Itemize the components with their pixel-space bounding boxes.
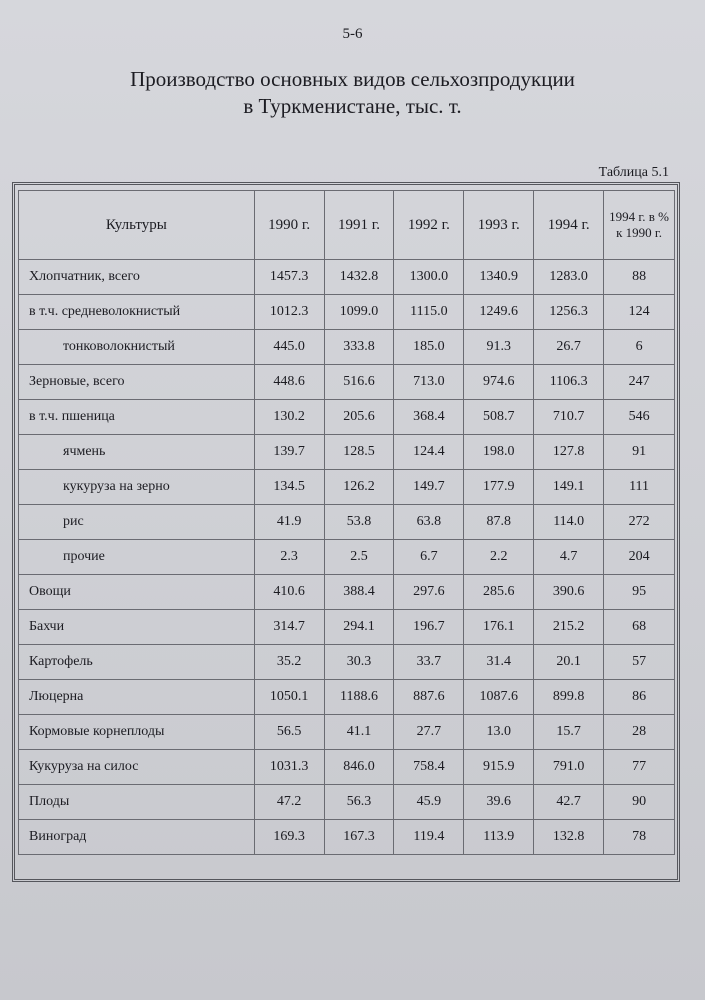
table-row: [19, 645, 675, 680]
value-cell: 39.6: [464, 785, 534, 820]
value-cell: 33.7: [394, 645, 464, 680]
value-cell: 42.7: [534, 785, 604, 820]
value-cell: 516.6: [324, 365, 394, 400]
header-1992: 1992 г.: [394, 191, 464, 260]
percent-cell: 77: [604, 750, 675, 785]
value-cell: 20.1: [534, 645, 604, 680]
value-cell: 710.7: [534, 400, 604, 435]
value-cell: 127.8: [534, 435, 604, 470]
title-line-2: в Туркменистане, тыс. т.: [243, 94, 462, 118]
header-1994: 1994 г.: [534, 191, 604, 260]
value-cell: 445.0: [254, 330, 324, 365]
table-row: [19, 680, 675, 715]
value-cell: 196.7: [394, 610, 464, 645]
value-cell: 1457.3: [254, 260, 324, 295]
table-row: [19, 505, 675, 540]
value-cell: 1300.0: [394, 260, 464, 295]
page-number: 5-6: [342, 26, 363, 42]
value-cell: 1340.9: [464, 260, 534, 295]
value-cell: 2.5: [324, 540, 394, 575]
value-cell: 91.3: [464, 330, 534, 365]
value-cell: 448.6: [254, 365, 324, 400]
crop-name-cell: Люцерна: [19, 680, 255, 715]
value-cell: 1106.3: [534, 365, 604, 400]
value-cell: 126.2: [324, 470, 394, 505]
value-cell: 205.6: [324, 400, 394, 435]
table-row: [19, 435, 675, 470]
value-cell: 124.4: [394, 435, 464, 470]
table-row: [19, 330, 675, 365]
value-cell: 899.8: [534, 680, 604, 715]
value-cell: 887.6: [394, 680, 464, 715]
value-cell: 333.8: [324, 330, 394, 365]
crop-name-cell: Кукуруза на силос: [19, 750, 255, 785]
value-cell: 1050.1: [254, 680, 324, 715]
crop-name-cell: Зерновые, всего: [19, 365, 255, 400]
value-cell: 113.9: [464, 820, 534, 855]
crop-name-cell: Плоды: [19, 785, 255, 820]
value-cell: 130.2: [254, 400, 324, 435]
table-frame: [12, 182, 680, 882]
value-cell: 169.3: [254, 820, 324, 855]
percent-cell: 95: [604, 575, 675, 610]
value-cell: 167.3: [324, 820, 394, 855]
value-cell: 1432.8: [324, 260, 394, 295]
value-cell: 128.5: [324, 435, 394, 470]
value-cell: 1249.6: [464, 295, 534, 330]
value-cell: 45.9: [394, 785, 464, 820]
value-cell: 4.7: [534, 540, 604, 575]
value-cell: 30.3: [324, 645, 394, 680]
value-cell: 185.0: [394, 330, 464, 365]
value-cell: 13.0: [464, 715, 534, 750]
value-cell: 177.9: [464, 470, 534, 505]
crop-name-cell: рис: [19, 505, 255, 540]
header-percent: 1994 г. в % к 1990 г.: [604, 191, 675, 260]
value-cell: 63.8: [394, 505, 464, 540]
percent-cell: 78: [604, 820, 675, 855]
percent-cell: 68: [604, 610, 675, 645]
table-body: [19, 260, 675, 855]
value-cell: 1188.6: [324, 680, 394, 715]
header-1990: 1990 г.: [254, 191, 324, 260]
percent-cell: 28: [604, 715, 675, 750]
percent-cell: 90: [604, 785, 675, 820]
value-cell: 915.9: [464, 750, 534, 785]
crop-name-cell: Кормовые корнеплоды: [19, 715, 255, 750]
production-table: [18, 190, 675, 855]
crop-name-cell: тонковолокнистый: [19, 330, 255, 365]
crop-name-cell: в т.ч. средневолокнистый: [19, 295, 255, 330]
value-cell: 846.0: [324, 750, 394, 785]
crop-name-cell: кукуруза на зерно: [19, 470, 255, 505]
table-row: [19, 295, 675, 330]
table-row: [19, 750, 675, 785]
percent-cell: 204: [604, 540, 675, 575]
percent-cell: 546: [604, 400, 675, 435]
crop-name-cell: в т.ч. пшеница: [19, 400, 255, 435]
crop-name-cell: Бахчи: [19, 610, 255, 645]
table-row: [19, 575, 675, 610]
table-row: [19, 365, 675, 400]
value-cell: 2.3: [254, 540, 324, 575]
table-row: [19, 610, 675, 645]
crop-name-cell: Виноград: [19, 820, 255, 855]
percent-cell: 124: [604, 295, 675, 330]
value-cell: 41.1: [324, 715, 394, 750]
value-cell: 139.7: [254, 435, 324, 470]
crop-name-cell: Овощи: [19, 575, 255, 610]
title-line-1: Производство основных видов сельхозпродукции: [130, 67, 575, 91]
value-cell: 410.6: [254, 575, 324, 610]
value-cell: 26.7: [534, 330, 604, 365]
value-cell: 56.5: [254, 715, 324, 750]
value-cell: 713.0: [394, 365, 464, 400]
percent-cell: 86: [604, 680, 675, 715]
table-row: [19, 540, 675, 575]
value-cell: 31.4: [464, 645, 534, 680]
value-cell: 176.1: [464, 610, 534, 645]
percent-cell: 91: [604, 435, 675, 470]
value-cell: 1012.3: [254, 295, 324, 330]
table-row: [19, 785, 675, 820]
percent-cell: 247: [604, 365, 675, 400]
table-row: [19, 400, 675, 435]
value-cell: 1031.3: [254, 750, 324, 785]
percent-cell: 57: [604, 645, 675, 680]
value-cell: 285.6: [464, 575, 534, 610]
table-row: [19, 715, 675, 750]
value-cell: 2.2: [464, 540, 534, 575]
value-cell: 368.4: [394, 400, 464, 435]
value-cell: 149.7: [394, 470, 464, 505]
percent-cell: 6: [604, 330, 675, 365]
table-header-row: [19, 191, 675, 260]
value-cell: 294.1: [324, 610, 394, 645]
value-cell: 134.5: [254, 470, 324, 505]
value-cell: 35.2: [254, 645, 324, 680]
header-crops: Культуры: [19, 191, 255, 260]
percent-cell: 272: [604, 505, 675, 540]
crop-name-cell: Хлопчатник, всего: [19, 260, 255, 295]
value-cell: 198.0: [464, 435, 534, 470]
crop-name-cell: ячмень: [19, 435, 255, 470]
value-cell: 87.8: [464, 505, 534, 540]
value-cell: 47.2: [254, 785, 324, 820]
percent-cell: 88: [604, 260, 675, 295]
header-1993: 1993 г.: [464, 191, 534, 260]
value-cell: 1087.6: [464, 680, 534, 715]
value-cell: 215.2: [534, 610, 604, 645]
crop-name-cell: Картофель: [19, 645, 255, 680]
page-title: [0, 66, 705, 120]
value-cell: 974.6: [464, 365, 534, 400]
table-row: [19, 820, 675, 855]
value-cell: 388.4: [324, 575, 394, 610]
value-cell: 114.0: [534, 505, 604, 540]
value-cell: 1115.0: [394, 295, 464, 330]
value-cell: 1283.0: [534, 260, 604, 295]
value-cell: 41.9: [254, 505, 324, 540]
value-cell: 390.6: [534, 575, 604, 610]
percent-cell: 111: [604, 470, 675, 505]
value-cell: 56.3: [324, 785, 394, 820]
value-cell: 6.7: [394, 540, 464, 575]
value-cell: 508.7: [464, 400, 534, 435]
crop-name-cell: прочие: [19, 540, 255, 575]
value-cell: 27.7: [394, 715, 464, 750]
value-cell: 119.4: [394, 820, 464, 855]
value-cell: 15.7: [534, 715, 604, 750]
value-cell: 1099.0: [324, 295, 394, 330]
value-cell: 149.1: [534, 470, 604, 505]
value-cell: 132.8: [534, 820, 604, 855]
value-cell: 53.8: [324, 505, 394, 540]
header-1991: 1991 г.: [324, 191, 394, 260]
value-cell: 297.6: [394, 575, 464, 610]
value-cell: 314.7: [254, 610, 324, 645]
table-row: [19, 260, 675, 295]
value-cell: 758.4: [394, 750, 464, 785]
value-cell: 791.0: [534, 750, 604, 785]
table-caption: Таблица 5.1: [598, 165, 669, 180]
table-row: [19, 470, 675, 505]
value-cell: 1256.3: [534, 295, 604, 330]
